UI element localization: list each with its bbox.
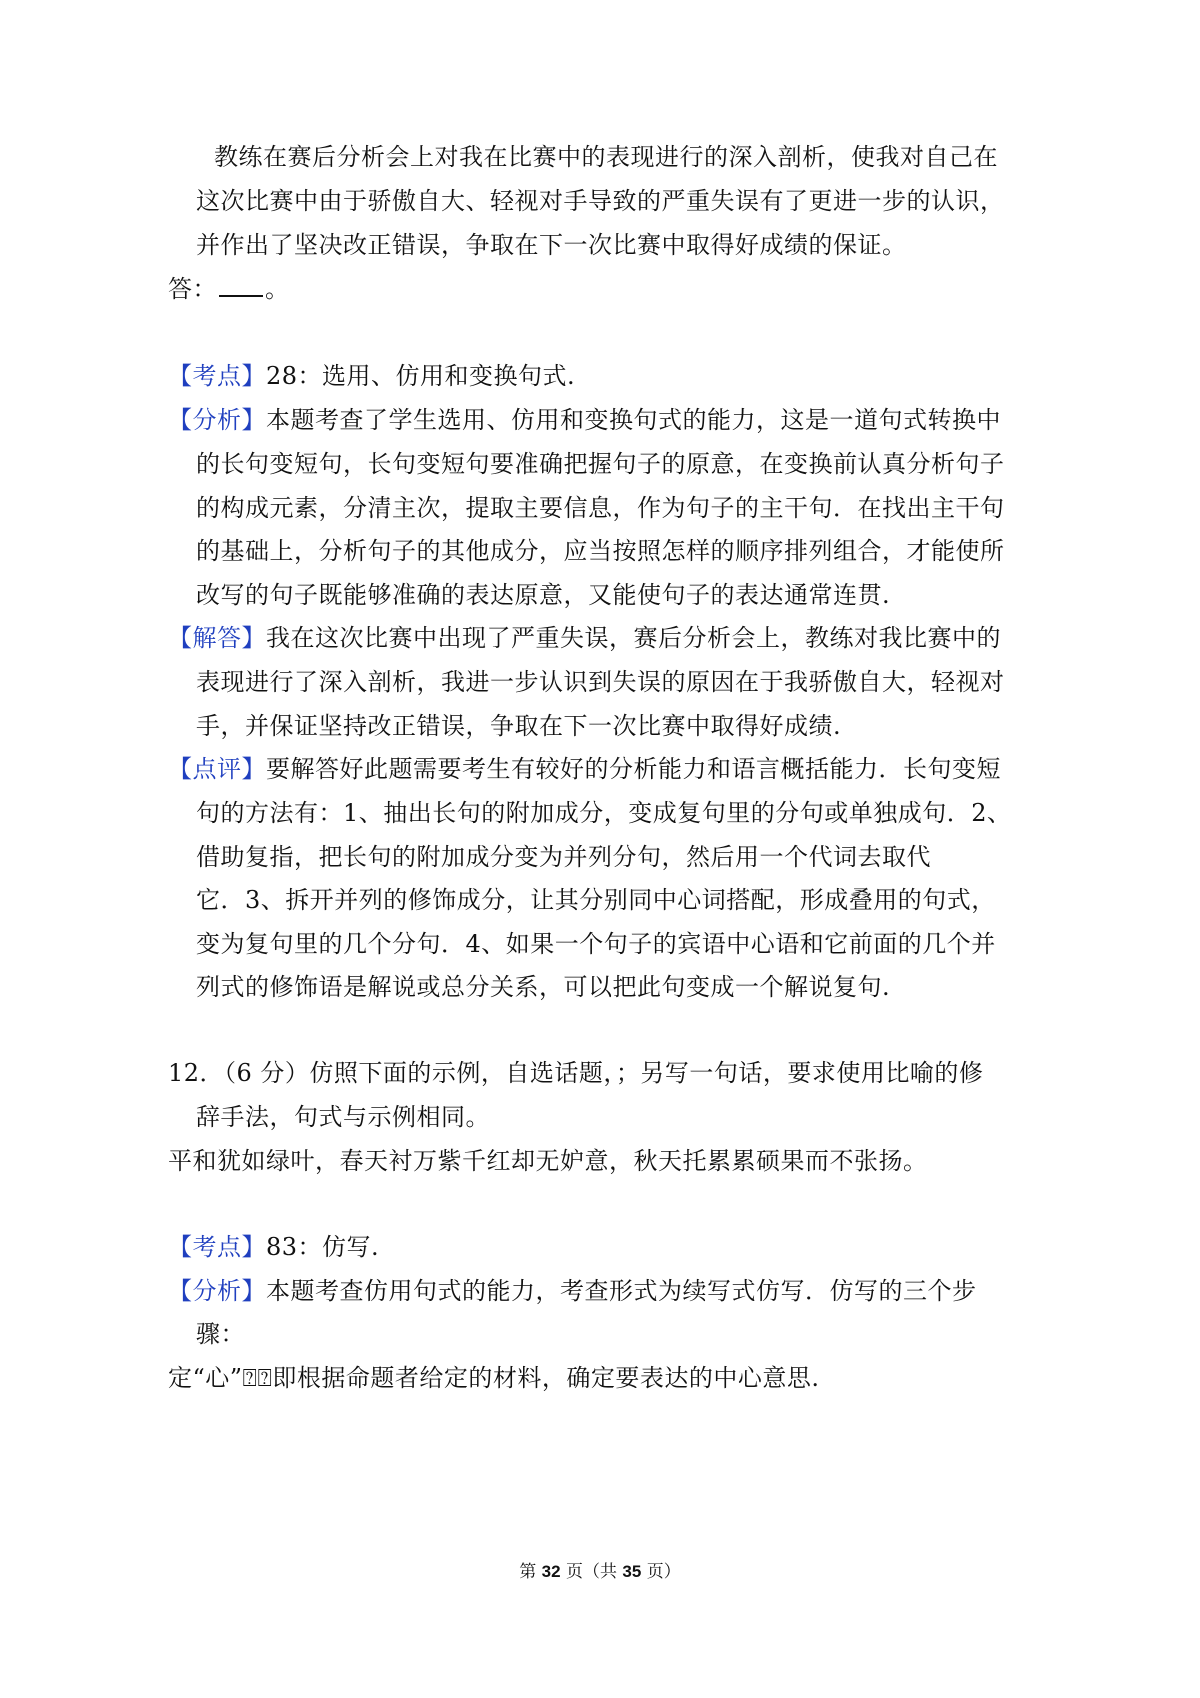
q11-fenxi-line-5: 改写的句子既能够准确的表达原意，又能使句子的表达通常连贯. — [196, 581, 891, 609]
footer-middle: 页（共 — [566, 1562, 617, 1582]
q12-fenxi-line-2: 骤： — [196, 1320, 245, 1348]
q12-stem-line-2: 辞手法，句式与示例相同。 — [196, 1103, 490, 1131]
fenxi-text: 本题考查仿用句式的能力，考查形式为续写式仿写．仿写的三个步 — [266, 1277, 977, 1305]
q11-dianping-line-6: 列式的修饰语是解说或总分关系，可以把此句变成一个解说复句. — [196, 973, 891, 1001]
q11-dianping-line-1 — [168, 753, 1001, 785]
q11-dianping-line-4: 它．3、拆开并列的修饰成分，让其分别同中心词搭配，形成叠用的句式， — [196, 886, 996, 914]
q11-fenxi-line-3: 的构成元素，分清主次，提取主要信息，作为句子的主干句．在找出主干句 — [196, 494, 1005, 522]
dianping-tag: 【点评】 — [168, 755, 266, 783]
intro-line-2: 这次比赛中由于骄傲自大、轻视对手导致的严重失误有了更进一步的认识， — [196, 187, 1005, 215]
fenxi-tag: 【分析】 — [168, 406, 266, 434]
page-footer — [0, 1560, 1200, 1584]
intro-line-1: 教练在赛后分析会上对我在比赛中的表现进行的深入剖析，使我对自己在 — [214, 143, 998, 171]
q11-fenxi-line-1 — [168, 404, 1001, 436]
q11-fenxi-line-4: 的基础上，分析句子的其他成分，应当按照怎样的顺序排列组合，才能使所 — [196, 537, 1005, 565]
dianping-text: 要解答好此题需要考生有较好的分析能力和语言概括能力．长句变短 — [266, 755, 1001, 783]
jieda-text: 我在这次比赛中出现了严重失误，赛后分析会上，教练对我比赛中的 — [266, 624, 1001, 652]
answer-prefix: 答： — [168, 275, 217, 303]
q11-jieda-line-3: 手，并保证坚持改正错误，争取在下一次比赛中取得好成绩. — [196, 712, 842, 740]
kaodian-text: 83：仿写. — [266, 1233, 380, 1261]
answer-line — [168, 273, 290, 305]
q11-dianping-line-3: 借助复指，把长句的附加成分变为并列分句，然后用一个代词去取代 — [196, 843, 931, 871]
jieda-tag: 【解答】 — [168, 624, 266, 652]
q11-dianping-line-2: 句的方法有：1、抽出长句的附加成分，变成复句里的分句或单独成句．2、 — [196, 799, 1012, 827]
answer-blank — [219, 273, 263, 297]
footer-page-number: 32 — [541, 1562, 561, 1581]
q12-fenxi-line-1 — [168, 1275, 977, 1307]
q11-jieda-line-2: 表现进行了深入剖析，我进一步认识到失误的原因在于我骄傲自大，轻视对 — [196, 668, 1005, 696]
fenxi-text: 本题考查了学生选用、仿用和变换句式的能力，这是一道句式转换中 — [266, 406, 1001, 434]
intro-line-3: 并作出了坚决改正错误，争取在下一次比赛中取得好成绩的保证。 — [196, 231, 907, 259]
q12-last-line: 定“心”⍰⍰即根据命题者给定的材料，确定要表达的中心意思. — [168, 1364, 820, 1392]
q11-dianping-line-5: 变为复句里的几个分句．4、如果一个句子的宾语中心语和它前面的几个并 — [196, 930, 996, 958]
footer-suffix: 页） — [646, 1562, 681, 1582]
kaodian-text: 28：选用、仿用和变换句式. — [266, 362, 576, 390]
q12-example: 平和犹如绿叶，春天衬万紫千红却无妒意，秋天托累累硕果而不张扬。 — [168, 1147, 928, 1175]
q11-jieda-line-1 — [168, 622, 1001, 654]
q12-stem-line-1: 12．（6 分）仿照下面的示例，自选话题，；另写一句话，要求使用比喻的修 — [168, 1059, 984, 1087]
q12-kaodian — [168, 1231, 379, 1263]
footer-total-pages: 35 — [622, 1562, 642, 1581]
q11-fenxi-line-2: 的长句变短句，长句变短句要准确把握句子的原意，在变换前认真分析句子 — [196, 450, 1005, 478]
fenxi-tag: 【分析】 — [168, 1277, 266, 1305]
kaodian-tag: 【考点】 — [168, 362, 266, 390]
q11-kaodian — [168, 360, 575, 392]
kaodian-tag: 【考点】 — [168, 1233, 266, 1261]
answer-suffix: 。 — [265, 275, 290, 303]
footer-prefix: 第 — [519, 1562, 537, 1582]
